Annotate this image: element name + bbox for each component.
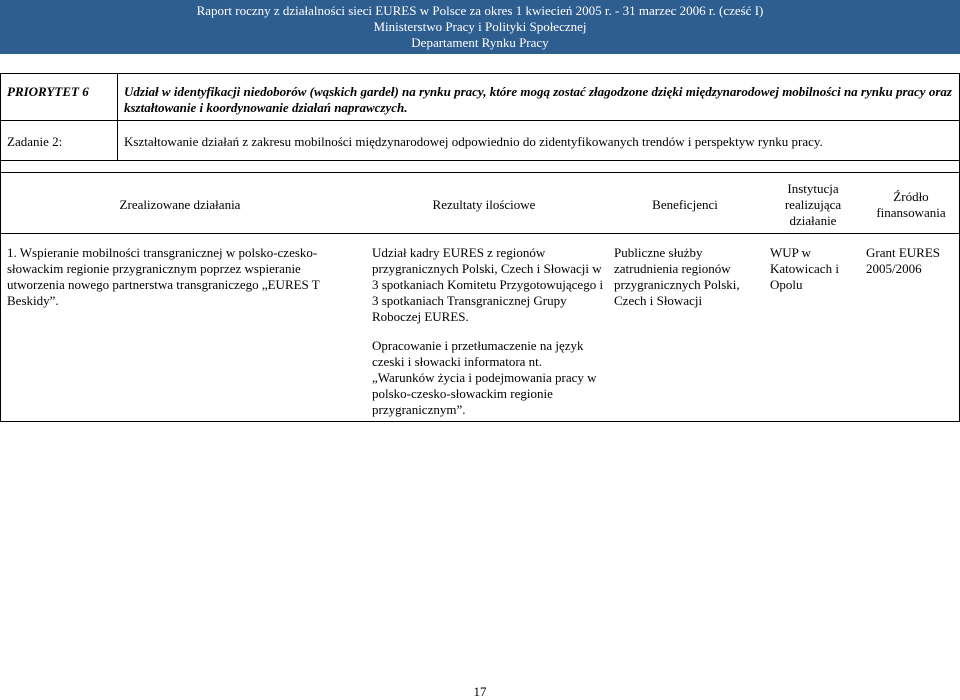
row-divider-task: [0, 160, 960, 161]
row-divider-column-headers: [0, 233, 960, 234]
table-bottom-border: [0, 421, 960, 422]
page-number: 17: [473, 684, 487, 699]
result-guide: Opracowanie i przetłumaczenie na język czeski i słowacki informatora nt. „Warunków życia i podejmowania pracy w polsko-czesko-słowackim regionie przygranicznym”.: [372, 338, 597, 417]
table-top-border: [0, 73, 960, 74]
funding-cell: Grant EURES 2005/2006: [866, 245, 941, 276]
label-column-divider: [117, 73, 118, 160]
header-report-title: Raport roczny z działalności sieci EURES w Polsce za okres 1 kwiecień 2005 r. - 31 marzec 2006 r. (cześć I): [196, 3, 764, 18]
table-left-border: [0, 73, 1, 421]
row-divider-priority: [0, 120, 960, 121]
priority-description: Udział w identyfikacji niedoborów (wąskich gardeł) na rynku pracy, które mogą zostać złagodzone dzięki międzynarodowej mobilności na rynku pracy oraz kształtowanie i koordynowanie działań naprawczych.: [124, 84, 952, 115]
column-header-funding: Źródło finansowania: [876, 189, 946, 220]
task-label: Zadanie 2:: [7, 134, 63, 149]
result-meetings: Udział kadry EURES z regionów przygranicznych Polski, Czech i Słowacji w 3 spotkaniach Komitetu Przygotowującego i 3 spotkaniach Transgranicznej Grupy Roboczej EURES.: [372, 245, 604, 324]
action-description: 1. Wspieranie mobilności transgranicznej w polsko-czesko-słowackim regionie przygranicznym poprzez wspieranie utworzenia nowego partnerstwa transgraniczego „EURES T Beskidy”.: [7, 245, 320, 308]
column-header-beneficiaries: Beneficjenci: [652, 197, 718, 212]
document-header: [0, 0, 960, 54]
header-department: Departament Rynku Pracy: [411, 35, 549, 50]
column-header-results: Rezultaty ilościowe: [432, 197, 536, 212]
priority-label: PRIORYTET 6: [7, 84, 89, 99]
institution-cell: WUP w Katowicach i Opolu: [770, 245, 839, 292]
header-ministry: Ministerstwo Pracy i Polityki Społecznej: [373, 19, 587, 34]
column-header-institution: Instytucja realizująca działanie: [784, 181, 842, 228]
task-description: Kształtowanie działań z zakresu mobilności międzynarodowej odpowiednio do zidentyfikowanych trendów i perspektyw rynku pracy.: [124, 134, 823, 149]
beneficiaries-cell: Publiczne służby zatrudnienia regionów przygranicznych Polski, Czech i Słowacji: [614, 245, 740, 308]
row-divider-spacer: [0, 172, 960, 173]
column-header-actions: Zrealizowane działania: [119, 197, 241, 212]
